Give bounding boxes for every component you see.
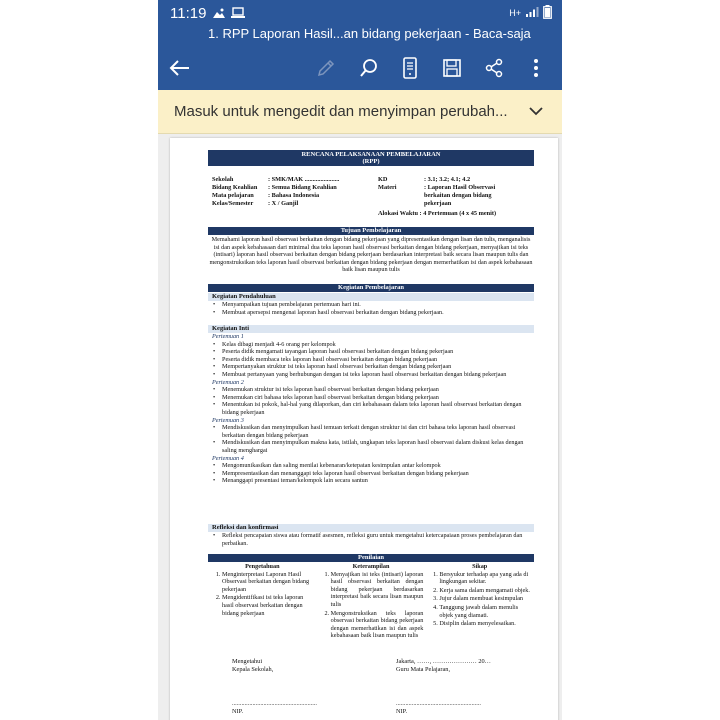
nip-right: NIP. xyxy=(396,708,408,715)
list-item: • Membuat pertanyaan yang berhubungan dengan isi teks laporan hasil observasi berkaitan dengan bidang pekerjaan xyxy=(208,371,534,379)
list-item: • Mempresentasikan dan menanggapi teks laporan hasil observasi berkaitan dengan bidang pekerjaan xyxy=(208,470,534,478)
pertemuan-label: Pertemuan 2 xyxy=(212,378,244,386)
sign-right-rule: ...................................................... xyxy=(396,700,482,707)
info-value: pekerjaan xyxy=(424,200,452,207)
rpp-title-line2: (RPP) xyxy=(362,158,380,166)
status-time: 11:19 xyxy=(170,4,207,22)
info-key: Kelas/Semester xyxy=(212,200,254,207)
rpp-title-line1: RENCANA PELAKSANAAN PEMBELAJARAN xyxy=(301,151,441,158)
notification-photo-icon xyxy=(212,7,226,19)
pendahuluan-list xyxy=(208,301,534,316)
back-arrow-icon[interactable] xyxy=(166,54,194,82)
info-key: Sekolah xyxy=(212,176,234,183)
nip-left: NIP. xyxy=(232,708,244,715)
list-item: • Menyampaikan tujuan pembelajaran pertemuan hari ini. xyxy=(208,301,534,309)
mobile-view-icon[interactable] xyxy=(396,54,424,82)
save-icon[interactable] xyxy=(438,54,466,82)
list-item: 1. Menginterpretasi Laporan Hasil Observasi berkaitan dengan bidang pekerjaan xyxy=(222,571,315,594)
sign-right-line2: Guru Mata Pelajaran, xyxy=(396,666,451,673)
column-header: Keterampilan xyxy=(352,563,390,570)
list-item: • Menemukan struktur isi teks laporan hasil observasi berkaitan dengan bidang pekerjaan xyxy=(208,386,534,394)
sign-left-line1: Mengetahui xyxy=(232,658,263,665)
list-item: 1. Bersyukur terhadap apa yang ada di lingkungan sekitar. xyxy=(439,571,532,586)
info-key: Materi xyxy=(378,184,397,191)
info-key xyxy=(378,200,424,208)
info-row xyxy=(212,210,532,218)
list-item: • Menentukan isi pokok, hal-hal yang dilaporkan, dan ciri kebahasaan dalam teks laporan hasil observasi berkaitan dengan bidang pekerjaan xyxy=(208,401,534,416)
list-item: 2. Mengidentifikasi isi teks laporan hasil observasi berkaitan dengan bidang pekerjaan xyxy=(222,594,315,617)
signature-right xyxy=(396,658,491,716)
tujuan-text: Memahami laporan hasil observasi berkaitan dengan bidang pekerjaan yang dipresentasikan dengan lisan dan tulis, menganalisis isi dan aspek kebahasaan dari minimal dua teks laporan hasil observasi berkaitan dengan bidang pekerjaan, menyajikan isi teks (intisari) laporan hasil observasi berkaitan dengan bidang pekerjaan berdasarkan interpretasi baik secara lisan maupun tulis dan mengonstruksikan teks laporan hasil observasi berkaitan dengan bidang pekerjaan dengan memerhatikan isi dan aspek kebahasaan baik lisan maupun tulis xyxy=(209,236,533,274)
alokasi-waktu: Alokasi Waktu : 4 Pertemuan (4 x 45 menit) xyxy=(378,210,497,217)
list-item: • Membuat apersepsi mengenai laporan hasil observasi berkaitan dengan bidang pekerjaan. xyxy=(208,309,534,317)
info-key: KD xyxy=(378,176,388,183)
penilaian-sikap xyxy=(425,563,534,641)
info-row xyxy=(212,192,532,200)
info-row xyxy=(212,184,532,192)
list-item: 5. Disiplin dalam menyelesaikan. xyxy=(439,620,532,628)
info-row xyxy=(212,176,532,184)
list-item: • Mempertanyakan struktur isi teks laporan hasil observasi berkaitan dengan bidang pekerjaan xyxy=(208,363,534,371)
info-value: : Bahasa Indonesia xyxy=(268,192,320,199)
info-spacer xyxy=(212,210,268,218)
penilaian-pengetahuan xyxy=(208,563,317,641)
list-item: • Refleksi pencapaian siswa atau formatif asesmen, refleksi guru untuk mengetahui ketercapaiaan proses pembelajaran dan perbaikan. xyxy=(208,532,534,547)
info-value: : X / Ganjil xyxy=(268,200,299,207)
battery-icon xyxy=(543,5,552,21)
info-value: : SMK/MAK ...................... xyxy=(268,176,340,183)
phone-screen xyxy=(158,0,562,720)
list-item: 1. Menyajikan isi teks (intisari) laporan hasil observasi berkaitan dengan bidang pekerjaan berdasarkan interpretasi baik secara lisan maupun tulis xyxy=(331,571,424,609)
info-key: Mata pelajaran xyxy=(212,192,254,199)
list-item: • Menanggapi presentasi teman/kelompok lain secara santun xyxy=(208,477,534,485)
list-item: • Menemukan ciri bahasa teks laporan hasil observasi berkaitan dengan bidang pekerjaan xyxy=(208,394,534,402)
sign-right-line1: Jakarta, ……, ………………… 20… xyxy=(396,658,491,665)
penilaian-columns xyxy=(208,563,534,641)
sign-left-rule: ...................................................... xyxy=(232,700,318,707)
inti-list xyxy=(208,333,534,485)
notification-laptop-icon xyxy=(230,7,246,19)
info-row xyxy=(212,200,532,208)
list-item: 4. Tanggung jawab dalam menulis objek yang diamati. xyxy=(439,604,532,619)
list-item: • Mendiskusikan dan menyimpulkan hasil temuan terkait dengan struktur isi dan ciri bahasa teks laporan hasil observasi berkaitan dengan bidang pekerjaan xyxy=(208,424,534,439)
search-icon[interactable] xyxy=(355,54,383,82)
pertemuan-label: Pertemuan 1 xyxy=(212,333,244,340)
penilaian-keterampilan xyxy=(317,563,426,641)
rpp-info xyxy=(212,176,532,218)
tujuan-heading: Tujuan Pembelajaran xyxy=(208,227,534,235)
info-spacer xyxy=(268,210,378,218)
status-right xyxy=(509,5,552,21)
refleksi-heading: Refleksi dan konfirmasi xyxy=(208,524,534,532)
share-icon[interactable] xyxy=(480,54,508,82)
penilaian-heading: Penilaian xyxy=(208,554,534,562)
chevron-down-icon[interactable] xyxy=(526,102,546,122)
document-title: 1. RPP Laporan Hasil...an bidang pekerjaan - Baca-saja xyxy=(208,26,531,41)
status-bar xyxy=(158,0,562,26)
edit-banner[interactable] xyxy=(158,90,562,134)
info-value: berkaitan dengan bidang xyxy=(424,192,492,199)
more-icon[interactable] xyxy=(522,54,550,82)
list-item: • Kelas dibagi menjadi 4-6 orang per kelompok xyxy=(208,341,534,349)
list-item: • Peserta didik membaca teks laporan hasil observasi berkaitan dengan bidang pekerjaan xyxy=(208,356,534,364)
pertemuan-label: Pertemuan 3 xyxy=(212,416,244,424)
signature-left xyxy=(232,658,317,716)
document-title-bar xyxy=(158,26,562,46)
rpp-title xyxy=(208,150,534,166)
inti-heading: Kegiatan Inti xyxy=(208,325,534,333)
kegiatan-heading: Kegiatan Pembelajaran xyxy=(208,284,534,292)
info-value: : Semua Bidang Keahlian xyxy=(268,184,337,191)
network-type-label: H+ xyxy=(509,8,521,18)
pertemuan-label: Pertemuan 4 xyxy=(212,454,244,462)
pen-icon[interactable] xyxy=(312,54,340,82)
list-item: • Mendiskusikan dan menyimpulkan makna kata, istilah, ungkapan teks laporan hasil observasi dalam diskusi kelas dengan saling menghargai xyxy=(208,439,534,454)
sign-left-line2: Kepala Sekolah, xyxy=(232,666,274,673)
document-area[interactable] xyxy=(158,134,562,720)
refleksi-list xyxy=(208,532,534,547)
document-page xyxy=(170,138,558,720)
list-item: 3. Jujur dalam membuat kesimpulan xyxy=(439,595,532,603)
signal-icon xyxy=(525,6,539,20)
pendahuluan-heading: Kegiatan Pendahuluan xyxy=(208,293,534,301)
edit-banner-text: Masuk untuk mengedit dan menyimpan perubah... xyxy=(174,103,508,120)
list-item: • Peserta didik mengamati tayangan laporan hasil observasi berkaitan dengan bidang pekerjaan xyxy=(208,348,534,356)
list-item: 2. Mengonstruksikan teks laporan observasi berkaitan bidang pekerjaan dengan memerhatikan isi dan aspek kebahasaan baik lisan maupun tulis xyxy=(331,610,424,640)
list-item: 2. Kerja sama dalam mengamati objek. xyxy=(439,587,532,595)
column-header: Pengetahuan xyxy=(245,563,280,570)
info-value: : 3.1; 3.2; 4.1; 4.2 xyxy=(424,176,471,183)
info-key: Bidang Keahlian xyxy=(212,184,258,191)
app-toolbar xyxy=(158,46,562,90)
list-item: • Mengomunikasikan dan saling menilai kebenaran/ketepatan kesimpulan antar kelompok xyxy=(208,462,534,470)
column-header: Sikap xyxy=(472,563,488,570)
info-value: : Laporan Hasil Observasi xyxy=(424,184,496,191)
info-key xyxy=(378,192,424,200)
